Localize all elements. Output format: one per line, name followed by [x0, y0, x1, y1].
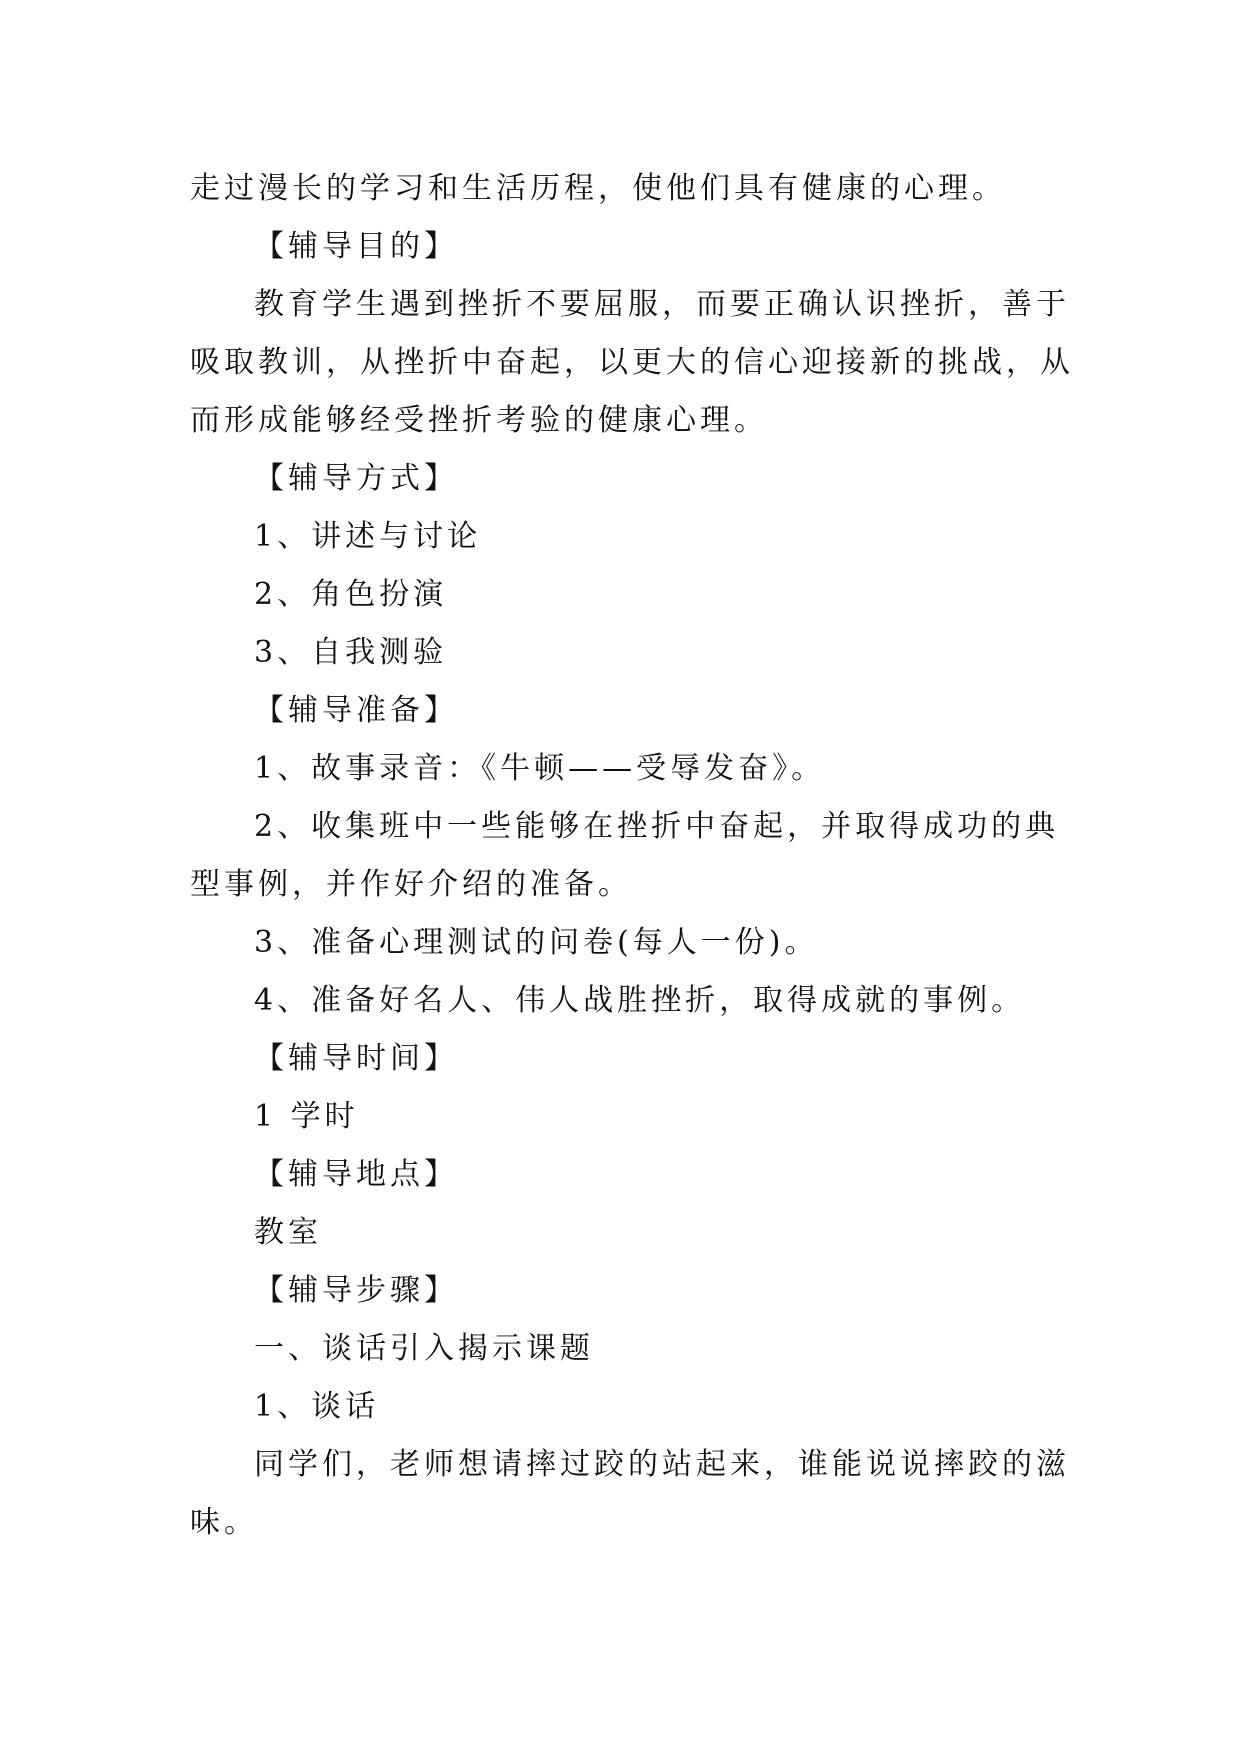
- text-line: 1、讲述与讨论: [254, 519, 482, 554]
- text-line: 教育学生遇到挫折不要屈服，而要正确认识挫折，善于: [254, 287, 1070, 322]
- text-line: 4、准备好名人、伟人战胜挫折，取得成就的事例。: [254, 983, 1026, 1018]
- text-line: 【辅导方式】: [254, 461, 458, 496]
- text-line: 2、角色扮演: [254, 577, 448, 612]
- text-line: 3、准备心理测试的问卷(每人一份)。: [254, 925, 819, 960]
- text-line: 【辅导时间】: [254, 1041, 458, 1076]
- text-line: 教室: [254, 1215, 322, 1250]
- text-line: 同学们，老师想请摔过跤的站起来，谁能说说摔跤的滋: [254, 1447, 1070, 1482]
- text-line: 味。: [190, 1505, 258, 1540]
- text-line: 3、自我测验: [254, 635, 448, 670]
- text-line: 2、收集班中一些能够在挫折中奋起，并取得成功的典: [254, 809, 1060, 844]
- text-line: 1、谈话: [254, 1389, 380, 1424]
- text-line: 【辅导目的】: [254, 229, 458, 264]
- text-line: 型事例，并作好介绍的准备。: [190, 867, 632, 902]
- text-line: 【辅导步骤】: [254, 1273, 458, 1308]
- text-line: 【辅导地点】: [254, 1157, 458, 1192]
- text-line: 而形成能够经受挫折考验的健康心理。: [190, 403, 768, 438]
- text-line: 1 学时: [254, 1099, 359, 1134]
- text-line: 吸取教训，从挫折中奋起，以更大的信心迎接新的挑战，从: [190, 345, 1074, 380]
- document-body: [190, 160, 1074, 1552]
- text-line: 1、故事录音：《牛顿——受辱发奋》。: [254, 751, 826, 786]
- text-line: 一、谈话引入揭示课题: [254, 1331, 594, 1366]
- text-line: 走过漫长的学习和生活历程，使他们具有健康的心理。: [190, 171, 1006, 206]
- text-line: 【辅导准备】: [254, 693, 458, 728]
